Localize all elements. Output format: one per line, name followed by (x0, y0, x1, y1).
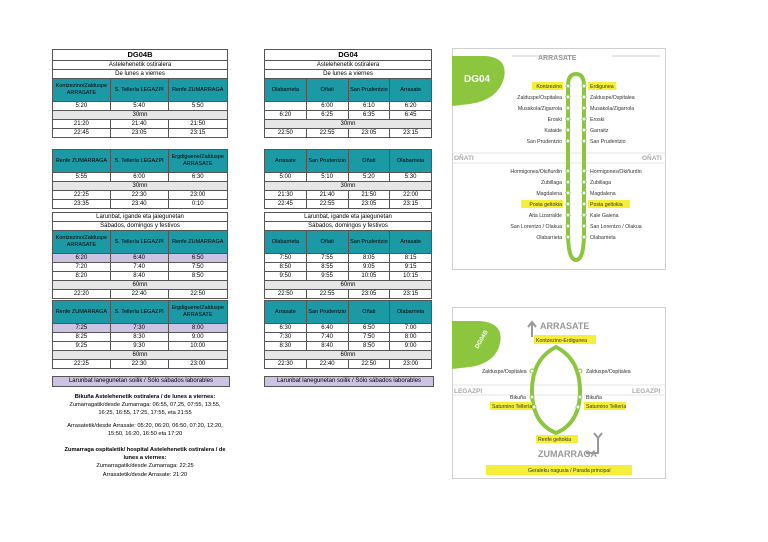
town-label-onati-left: OÑATI (454, 155, 474, 162)
stop-label: Kale Gaiena (590, 213, 619, 219)
table-subtitle: Astelehenetik ostiralera (265, 61, 432, 70)
stop-label: Bikuña (510, 395, 526, 401)
cell: 21:50 (168, 120, 228, 129)
dg04b-weekend-return-table (52, 300, 228, 369)
stop-label: Magdalena (590, 191, 616, 197)
column-header: Olabarrieta (390, 150, 432, 173)
legend-text: Geraleku nagusia / Parada principal (528, 468, 611, 474)
stop-label: Aita Lizarralde (528, 213, 562, 219)
cell: 6:30 (168, 173, 228, 182)
cell: 23:05 (348, 129, 390, 138)
cell: 5:10 (306, 173, 348, 182)
stop-label: Zalduspe/Ospitalea (482, 369, 527, 375)
stop-marker (582, 202, 586, 206)
cell: 22:20 (53, 290, 111, 299)
cell: 22:30 (265, 360, 307, 369)
column-header: Kontzezino/Zalduspe ARRASATE (53, 231, 111, 254)
stop-marker (566, 235, 570, 239)
column-header: Arrasate (265, 301, 307, 324)
column-header: Olabarrieta (265, 79, 307, 102)
column-header: Renfe ZUMARRAGA (53, 150, 111, 173)
route-badge: DG04B (474, 329, 490, 350)
column-header: Arrasate (390, 79, 432, 102)
stop-label: Kontzezino-Erdiguneа (536, 338, 588, 344)
info-heading: Zumarraga ospitaletik/ hospital Astelehenetik ostiralera / de (64, 447, 226, 454)
cell: 6:45 (390, 111, 432, 120)
cell: 22:25 (53, 360, 111, 369)
dg04-weekday-table (264, 49, 432, 138)
stop-marker (582, 95, 586, 99)
cell: 5:50 (168, 102, 228, 111)
cell: 6:35 (348, 111, 390, 120)
stop-label: Bikuña (586, 395, 602, 401)
stop-marker (582, 106, 586, 110)
cell: 9:00 (168, 333, 228, 342)
cell: 6:20 (390, 102, 432, 111)
town-label-arrasate: ARRASATE (538, 55, 577, 62)
stop-marker (582, 117, 586, 121)
stop-label: Renfe geltokia (538, 437, 572, 443)
town-label-onati-right: OÑATI (642, 155, 662, 162)
stop-marker (582, 180, 586, 184)
frequency-cell: 30mn (53, 182, 228, 191)
table-title: DG04B (53, 50, 228, 61)
cell: 23:15 (390, 129, 432, 138)
stop-label: Zalduspe/Ospitalea (590, 95, 635, 101)
cell: 22:55 (306, 290, 348, 299)
cell: 8:50 (348, 342, 390, 351)
stop-label: Hormigones/Okiñurdin (590, 169, 642, 175)
stop-label: Saturnino Tellería (492, 404, 533, 410)
info-line: Arrasatetik/desde Arrasate: 21:20 (102, 471, 188, 478)
cell: 7:20 (53, 263, 111, 272)
info-line: 16:25, 16:55, 17:25, 17:55, eta 21:55 (98, 410, 192, 417)
cell: 5:20 (348, 173, 390, 182)
cell: 23:05 (348, 290, 390, 299)
cell: 21:40 (110, 120, 168, 129)
stop-label: Hormigones/Okiñurdin (510, 169, 562, 175)
stop-label: Saturnino Tellería (586, 404, 627, 410)
stop-marker (582, 128, 586, 132)
stop-label: Eroski (590, 117, 605, 123)
cell: 6:20 (265, 111, 307, 120)
stop-label: Garraitz (590, 128, 609, 134)
stop-label: Musakola/Zigarrola (517, 106, 562, 112)
cell: 23:00 (168, 191, 228, 200)
column-header: Olabarrieta (265, 231, 307, 254)
stop-label: Kataide (544, 128, 562, 134)
stop-marker (582, 191, 586, 195)
cell: 7:00 (390, 324, 432, 333)
cell: 21:40 (306, 191, 348, 200)
route-badge: DG04 (464, 74, 491, 85)
town-label-arrasate: ARRASATE (540, 321, 590, 331)
cell: 6:00 (110, 173, 168, 182)
cell: 6:00 (306, 102, 348, 111)
stop-label: San Lorentzo / Olakua (510, 224, 562, 230)
stop-marker (566, 202, 570, 206)
town-label-legazpi-right: LEGAZPI (632, 388, 661, 395)
info-line: 15:50, 16:20, 16:50 eta 17:20 (107, 430, 183, 437)
cell: 5:20 (53, 102, 111, 111)
dg04b-weekday-table (52, 49, 228, 138)
cell: 9:30 (110, 342, 168, 351)
dg04-weekend-table (264, 212, 432, 299)
cell: 9:55 (306, 272, 348, 281)
column-header: San Prudentzio (348, 231, 390, 254)
cell: 22:30 (110, 360, 168, 369)
column-header: Arrasate (265, 150, 307, 173)
cell: 22:45 (265, 200, 307, 209)
table-subtitle: De lunes a viernes (53, 70, 228, 79)
town-label-legazpi-left: LEGAZPI (454, 388, 483, 395)
cell: 7:50 (168, 263, 228, 272)
stop-label: Musakola/Zigarrola (590, 106, 635, 112)
cell: 7:30 (265, 333, 307, 342)
stop-label: Erdiguneа (590, 84, 614, 90)
dg04-weekday-return-table (264, 149, 432, 209)
stop-label: Olabarrieta (536, 235, 562, 241)
frequency-cell: 60mn (265, 281, 432, 290)
cell: 10:05 (348, 272, 390, 281)
stop-marker (582, 169, 586, 173)
frequency-cell: 30mn (265, 120, 432, 129)
cell: 21:20 (53, 120, 111, 129)
column-header: Oñati (306, 231, 348, 254)
stop-marker (566, 128, 570, 132)
cell: 22:50 (265, 290, 307, 299)
column-header: Olabarrieta (390, 301, 432, 324)
stop-marker (566, 84, 570, 88)
cell: 6:30 (265, 324, 307, 333)
table-subtitle: Sábados, domingos y festivos (53, 222, 228, 231)
cell: 23:15 (390, 290, 432, 299)
cell: 23:05 (348, 200, 390, 209)
stop-marker (566, 191, 570, 195)
cell: 8:25 (53, 333, 111, 342)
cell: 0:10 (168, 200, 228, 209)
cell: 22:50 (168, 290, 228, 299)
cell: 5:30 (390, 173, 432, 182)
cell: 22:30 (110, 191, 168, 200)
cell: 5:40 (110, 102, 168, 111)
cell: 6:20 (53, 254, 111, 263)
stop-marker (566, 169, 570, 173)
cell: 22:45 (53, 129, 111, 138)
cell: 22:00 (390, 191, 432, 200)
town-label-zumarraga: ZUMARRAGA (538, 449, 597, 459)
stop-label: Posta geltokia (590, 202, 623, 208)
cell: 22:40 (306, 360, 348, 369)
cell: 23:35 (53, 200, 111, 209)
stop-label: Kontzezino (536, 84, 562, 90)
column-header: Oñati (306, 79, 348, 102)
stop-marker (566, 117, 570, 121)
frequency-cell: 60mn (53, 351, 228, 360)
cell: 7:25 (53, 324, 111, 333)
column-header: Arrasate (390, 231, 432, 254)
cell: 7:40 (306, 333, 348, 342)
column-header: Ergdiguene/Zalduspe ARRASATE (168, 150, 228, 173)
cell: 7:50 (348, 333, 390, 342)
cell: 23:05 (110, 129, 168, 138)
saturday-note: Larunbat lanegunetan soilik / Sólo sábados laborables (52, 376, 230, 387)
cell: 23:15 (168, 129, 228, 138)
frequency-cell: 60mn (53, 281, 228, 290)
stop-marker (582, 213, 586, 217)
stop-marker (566, 213, 570, 217)
stop-marker (566, 224, 570, 228)
column-header: San Prudentzio (306, 301, 348, 324)
stop-label: Olabarrieta (590, 235, 616, 241)
cell: 6:50 (348, 324, 390, 333)
cell: 6:50 (168, 254, 228, 263)
column-header: Renfe ZUMARRAGA (168, 231, 228, 254)
stop-label: San Prudentzio (590, 139, 626, 145)
stop-label: San Prudentzio (526, 139, 562, 145)
cell: 22:50 (348, 360, 390, 369)
table-subtitle: Sábados, domingos y festivos (265, 222, 432, 231)
cell: 8:30 (265, 342, 307, 351)
column-header: Ergdiguene/Zalduspe ARRASATE (168, 301, 228, 324)
cell: 8:05 (348, 254, 390, 263)
cell: 8:30 (110, 333, 168, 342)
cell: 23:40 (110, 200, 168, 209)
stop-label: Zalduspe/Ospitalea (586, 369, 631, 375)
stop-label: San Lorentzo / Olakua (590, 224, 642, 230)
cell: 23:15 (390, 200, 432, 209)
cell: 22:50 (265, 129, 307, 138)
info-heading: Bikuña Astelehenetik ostiralera / de lunes a viernes: (74, 394, 216, 400)
cell: 6:40 (110, 254, 168, 263)
info-line: Zumarragatik/desde Zumarraga: 22:25 (96, 463, 194, 470)
cell: 7:55 (306, 254, 348, 263)
cell: 7:40 (110, 263, 168, 272)
cell: 22:55 (306, 129, 348, 138)
cell: 8:40 (306, 342, 348, 351)
cell: 9:05 (348, 263, 390, 272)
stop-marker (582, 139, 586, 143)
stop-marker (582, 224, 586, 228)
frequency-cell: 60mn (265, 351, 432, 360)
cell: 10:00 (168, 342, 228, 351)
column-header: San Prudentzio (348, 79, 390, 102)
dg04b-weekday-return-table (52, 149, 228, 209)
cell: 22:25 (53, 191, 111, 200)
column-header: S. Tellería LEGAZPI (110, 79, 168, 102)
column-header: Kontzezino/Zalduspe ARRASATE (53, 79, 111, 102)
stop-marker (582, 235, 586, 239)
column-header: Oñati (348, 150, 390, 173)
cell: 8:15 (390, 254, 432, 263)
cell: 7:50 (265, 254, 307, 263)
saturday-note: Larunbat lanegunetan soilik / Sólo sábados laborables (264, 376, 434, 387)
cell: 6:40 (306, 324, 348, 333)
column-header: S. Tellería LEGAZPI (110, 231, 168, 254)
cell: 9:25 (53, 342, 111, 351)
column-header: S. Tellería LEGAZPI (110, 301, 168, 324)
column-header: San Prudentzio (306, 150, 348, 173)
table-subtitle: Larunbat, igande eta jaiegunetan (53, 213, 228, 222)
info-line: Arrasatetik/desde Arrasate: 05:20, 06:20, 06:50, 07:20, 12:20, (67, 422, 223, 429)
stop-marker (582, 84, 586, 88)
frequency-cell: 30mn (53, 111, 228, 120)
cell: 22:55 (306, 200, 348, 209)
cell: 9:50 (265, 272, 307, 281)
cell: 21:50 (348, 191, 390, 200)
column-header: Renfe ZUMARRAGA (53, 301, 111, 324)
cell: 9:00 (390, 342, 432, 351)
cell: 8:50 (265, 263, 307, 272)
dg04b-weekend-table (52, 212, 228, 299)
extra-services-info (40, 393, 250, 479)
stop-marker (566, 106, 570, 110)
cell: 21:30 (265, 191, 307, 200)
cell: 8:00 (168, 324, 228, 333)
cell: 5:00 (265, 173, 307, 182)
cell: 8:55 (306, 263, 348, 272)
cell: 7:30 (110, 324, 168, 333)
column-header: Oñati (348, 301, 390, 324)
cell: 23:00 (390, 360, 432, 369)
cell: 6:10 (348, 102, 390, 111)
frequency-cell: 30mn (265, 182, 432, 191)
cell: 5:55 (53, 173, 111, 182)
info-line: Zumarragatik/desde Zumarraga: 06:55, 07,25, 07:55, 13:55, (69, 402, 221, 409)
cell: 8:50 (168, 272, 228, 281)
dg04-weekend-return-table (264, 300, 432, 369)
stop-label: Zubillaga (590, 180, 612, 186)
info-heading: lunes a viernes: (123, 455, 167, 462)
column-header: S. Tellería LEGAZPI (110, 150, 168, 173)
cell: 9:15 (390, 263, 432, 272)
column-header: Renfe ZUMARRAGA (168, 79, 228, 102)
stop-label: Eroski (547, 117, 562, 123)
cell: 22:40 (110, 290, 168, 299)
cell: 8:20 (53, 272, 111, 281)
table-title: DG04 (265, 50, 432, 61)
stop-label: Zalduspe/Ospitalea (517, 95, 562, 101)
stop-marker (566, 139, 570, 143)
table-subtitle: Larunbat, igande eta jaiegunetan (265, 213, 432, 222)
cell (265, 102, 307, 111)
table-subtitle: De lunes a viernes (265, 70, 432, 79)
cell: 6:25 (306, 111, 348, 120)
cell: 10:15 (390, 272, 432, 281)
dg04-route-map (452, 48, 666, 270)
table-subtitle: Astelehenetik ostiralera (53, 61, 228, 70)
dg04b-route-map (452, 307, 666, 479)
cell: 23:00 (168, 360, 228, 369)
stop-marker (566, 95, 570, 99)
cell: 8:00 (390, 333, 432, 342)
stop-label: Zubillaga (540, 180, 562, 186)
stop-label: Magdalena (536, 191, 562, 197)
stop-label: Posta geltokia (529, 202, 562, 208)
stop-marker (566, 180, 570, 184)
cell: 8:40 (110, 272, 168, 281)
